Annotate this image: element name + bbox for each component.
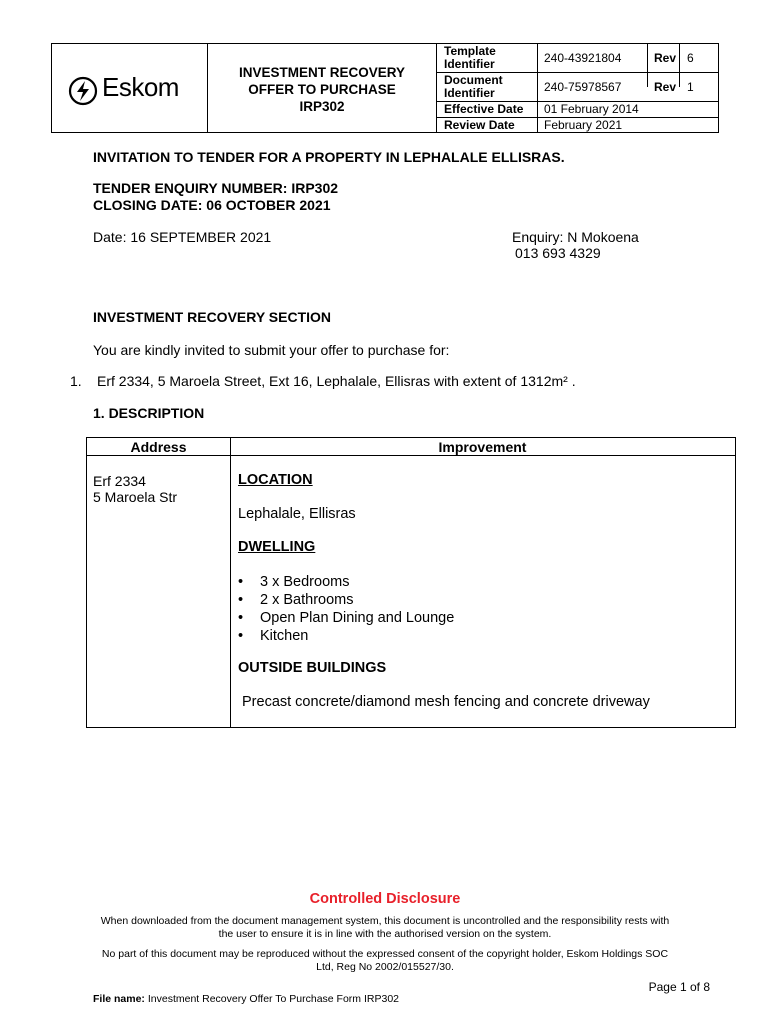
file-name-label: File name:	[93, 993, 145, 1005]
list-item: • 3 x Bedrooms	[238, 573, 454, 591]
document-header-table	[51, 43, 719, 133]
address-line: 5 Maroela Str	[93, 489, 178, 505]
list-item: • Open Plan Dining and Lounge	[238, 609, 454, 627]
outside-buildings-value: Precast concrete/diamond mesh fencing and concrete driveway	[242, 694, 650, 710]
effective-date-value: 01 February 2014	[544, 102, 639, 116]
template-identifier-value: 240-43921804	[544, 51, 622, 65]
header-divider	[679, 44, 680, 87]
template-identifier-label: Template Identifier	[444, 44, 496, 71]
header-divider	[537, 44, 538, 132]
item-number: 1.	[70, 373, 82, 389]
property-item-text: Erf 2334, 5 Maroela Street, Ext 16, Lephalale, Ellisras with extent of 1312m² .	[97, 373, 576, 389]
effective-date-label: Effective Date	[444, 102, 524, 116]
address-line: Erf 2334	[93, 473, 146, 489]
header-title-line: INVESTMENT RECOVERY	[238, 65, 406, 80]
brand-name: Eskom	[102, 72, 179, 102]
page-number: Page 1 of 8	[648, 980, 710, 994]
header-title	[208, 64, 436, 115]
location-heading: LOCATION	[238, 472, 313, 488]
invitation-heading: INVITATION TO TENDER FOR A PROPERTY IN LEPHALALE ELLISRAS.	[93, 149, 565, 165]
template-rev-label: Rev	[654, 51, 677, 65]
outside-buildings-heading: OUTSIDE BUILDINGS	[238, 660, 387, 676]
closing-date: CLOSING DATE: 06 OCTOBER 2021	[93, 197, 331, 213]
address-cell	[93, 473, 177, 505]
document-rev-label: Rev	[654, 80, 677, 94]
template-rev-value: 6	[687, 51, 694, 65]
list-item: • 2 x Bathrooms	[238, 591, 454, 609]
location-value: Lephalale, Ellisras	[238, 506, 356, 522]
disclaimer-text: When downloaded from the document management system, this document is uncontrolled and the responsibility rests with the user to ensure it is in line with the authorised version on the system.	[100, 915, 670, 940]
controlled-disclosure: Controlled Disclosure	[309, 891, 461, 907]
column-header-improvement: Improvement	[438, 439, 527, 455]
document-rev-value: 1	[687, 80, 694, 94]
review-date-value: February 2021	[544, 118, 623, 132]
eskom-logo-icon	[68, 76, 98, 106]
header-title-line: IRP302	[299, 99, 345, 114]
document-identifier-value: 240-75978567	[544, 80, 622, 94]
list-item: • Kitchen	[238, 627, 454, 645]
copyright-text: No part of this document may be reproduced without the expressed consent of the copyright holder, Eskom Holdings SOC Ltd, Reg No 2002/015527/30.	[101, 948, 669, 973]
column-header-address: Address	[130, 439, 187, 455]
file-name-value: Investment Recovery Offer To Purchase Form IRP302	[147, 993, 399, 1005]
dwelling-list	[238, 573, 454, 645]
dwelling-heading: DWELLING	[238, 539, 316, 555]
invite-text: You are kindly invited to submit your offer to purchase for:	[93, 342, 450, 358]
description-heading: 1. DESCRIPTION	[93, 405, 205, 421]
description-table	[86, 437, 736, 728]
table-divider	[230, 438, 231, 727]
enquiry-contact-name: Enquiry: N Mokoena	[512, 229, 639, 245]
letter-date: Date: 16 SEPTEMBER 2021	[93, 229, 272, 245]
header-title-line: OFFER TO PURCHASE	[248, 82, 396, 97]
tender-enquiry-number: TENDER ENQUIRY NUMBER: IRP302	[93, 180, 339, 196]
enquiry-contact-phone: 013 693 4329	[515, 245, 601, 261]
table-divider	[87, 455, 735, 456]
review-date-label: Review Date	[444, 118, 515, 132]
file-name	[93, 993, 399, 1005]
document-identifier-label: Document Identifier	[444, 73, 503, 100]
header-divider	[647, 44, 648, 87]
header-divider	[436, 44, 437, 132]
eskom-logo	[68, 72, 188, 104]
section-heading: INVESTMENT RECOVERY SECTION	[93, 309, 332, 325]
